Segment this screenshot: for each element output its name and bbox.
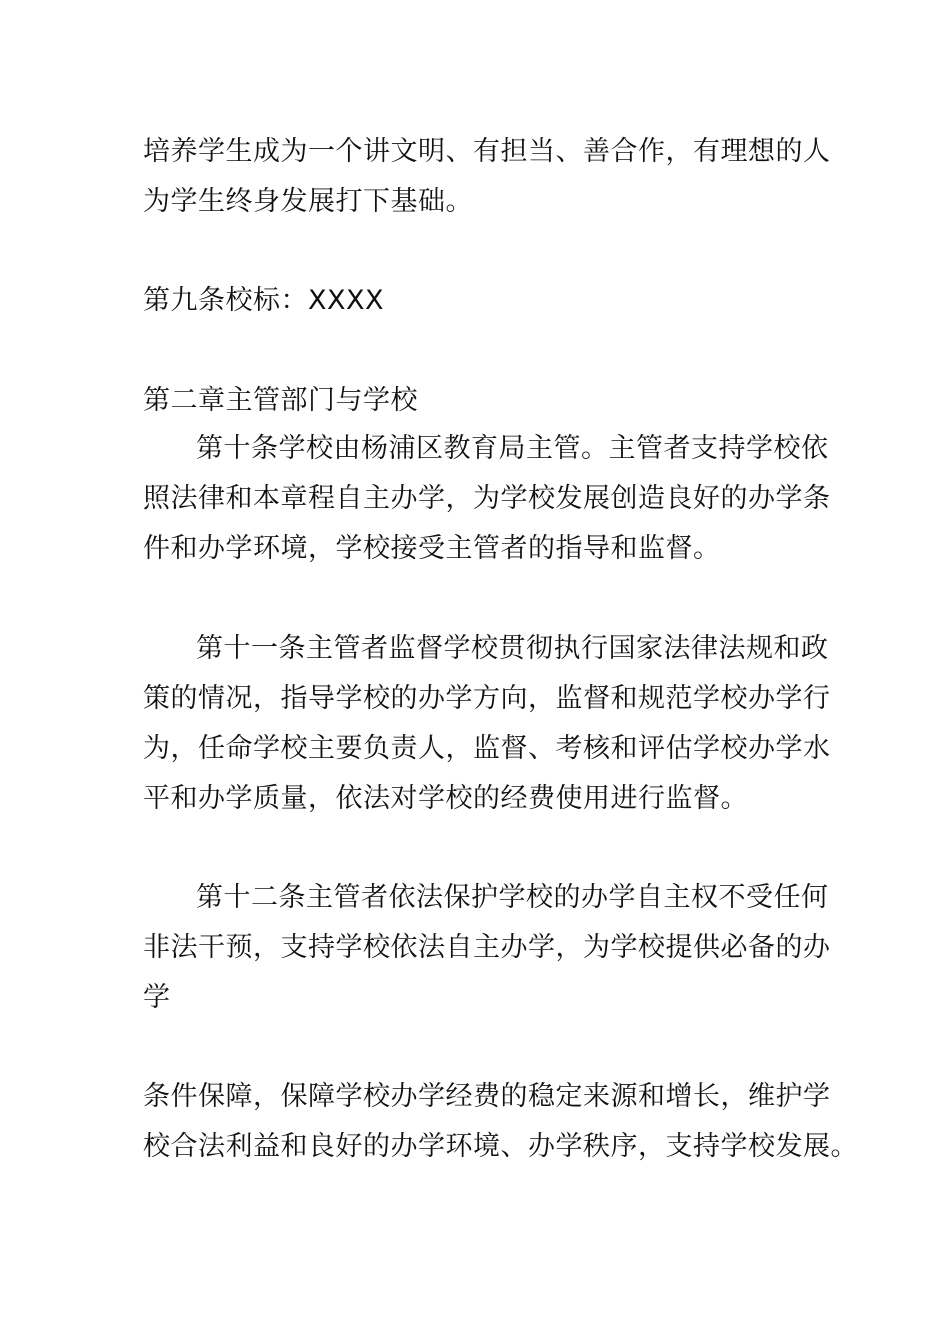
text-line: 非法干预，支持学校依法自主办学，为学校提供必备的办	[143, 932, 831, 963]
text-line: 策的情况，指导学校的办学方向，监督和规范学校办学行	[143, 683, 831, 714]
text-line: 为学生终身发展打下基础。	[143, 186, 473, 217]
text-line: 第十条学校由杨浦区教育局主管。主管者支持学校依	[196, 433, 829, 464]
text-line: 培养学生成为一个讲文明、有担当、善合作，有理想的人	[143, 136, 831, 167]
chapter-heading: 第二章主管部门与学校	[143, 385, 418, 416]
text-line: 第十二条主管者依法保护学校的办学自主权不受任何	[196, 882, 829, 913]
text-line: 件和办学环境，学校接受主管者的指导和监督。	[143, 533, 721, 564]
text-line: 校合法利益和良好的办学环境、办学秩序，支持学校发展。	[143, 1131, 858, 1162]
article-9-line: 第九条校标：XXXX	[143, 285, 384, 316]
text-line: 平和办学质量，依法对学校的经费使用进行监督。	[143, 783, 748, 814]
text-line: 为，任命学校主要负责人，监督、考核和评估学校办学水	[143, 733, 831, 764]
text-line: 学	[143, 982, 171, 1013]
text-line: 照法律和本章程自主办学，为学校发展创造良好的办学条	[143, 483, 831, 514]
text-line: 条件保障，保障学校办学经费的稳定来源和增长，维护学	[143, 1081, 831, 1112]
text-line: 第十一条主管者监督学校贯彻执行国家法律法规和政	[196, 633, 829, 664]
